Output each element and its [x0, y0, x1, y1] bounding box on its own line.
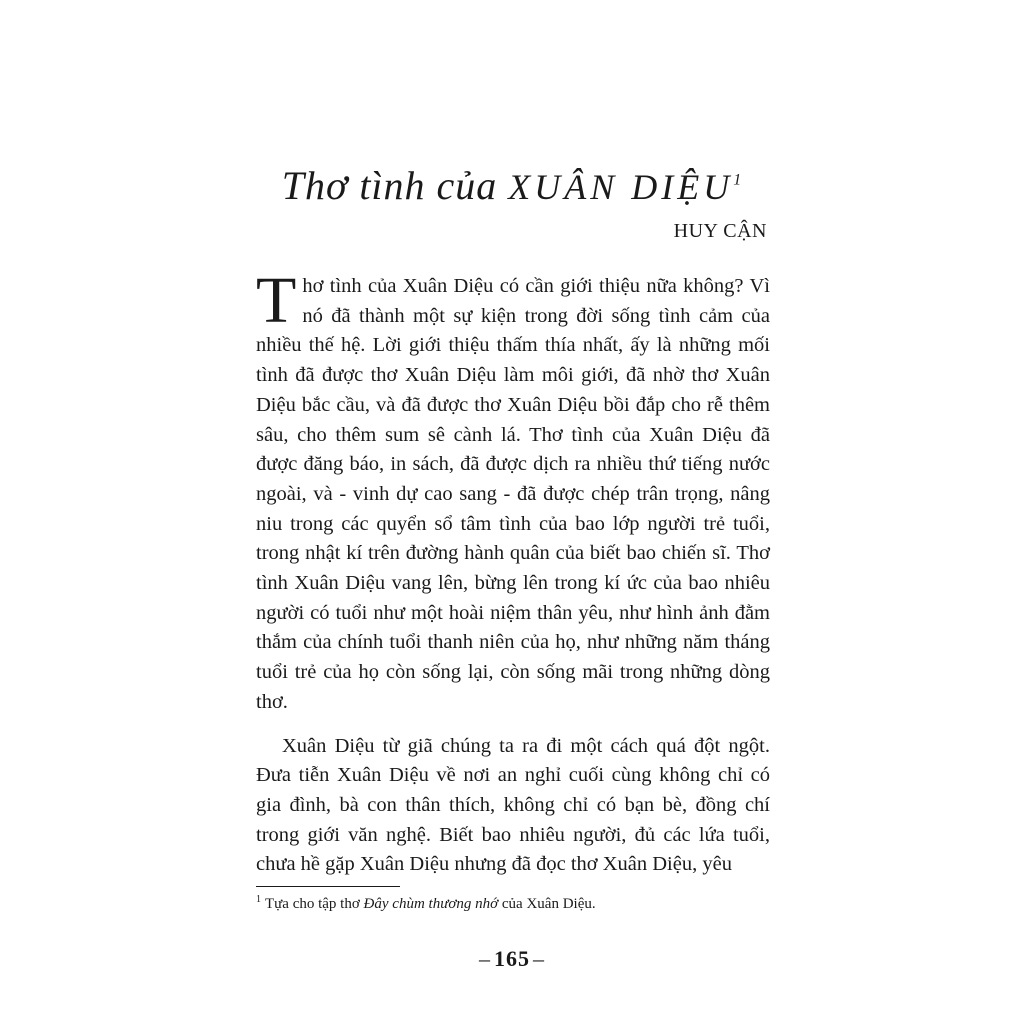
paragraph-1 — [256, 264, 770, 718]
footnote-text-after: của Xuân Diệu. — [501, 896, 596, 912]
footnote-mark: 1 — [256, 894, 261, 905]
footnote-divider — [256, 886, 400, 887]
article-body — [256, 264, 770, 880]
paragraph-2: Xuân Diệu từ giã chúng ta ra đi một cách quá đột ngột. Đưa tiễn Xuân Diệu về nơi an nghỉ cuối cùng không chỉ có gia đình, bà con thân thích, không chỉ có bạn bè, đồng chí trong giới văn nghệ. Biết bao nhiêu người, đủ các lứa tuổi, chưa hề gặp Xuân Diệu nhưng đã đọc thơ Xuân Diệu, yêu — [256, 734, 770, 876]
footnote-book-title: Đây chùm thương nhớ — [363, 896, 499, 912]
footnote-text-before: Tựa cho tập thơ — [265, 896, 360, 912]
page-number-dash-right: – — [533, 946, 545, 971]
author-name: HUY CẬN — [673, 220, 767, 242]
page-number — [0, 946, 1024, 972]
title-footnote-ref: 1 — [733, 171, 743, 189]
title-prefix: Thơ tình của — [281, 163, 498, 208]
drop-cap: T — [256, 264, 297, 337]
page-number-value: 165 — [494, 946, 530, 971]
footnote — [256, 894, 596, 913]
page-title — [0, 162, 1024, 209]
page-number-dash-left: – — [479, 946, 491, 971]
paragraph-1-text: hơ tình của Xuân Diệu có cần giới thiệu nữa không? Vì nó đã thành một sự kiện trong đời sống tình cảm của nhiều thế hệ. Lời giới thiệu thấm thía nhất, ấy là những mối tình đã được thơ Xuân Diệu làm môi giới, đã nhờ thơ Xuân Diệu bắc cầu, và đã được thơ Xuân Diệu bồi đắp cho rễ thêm sâu, cho thêm sum sê cành lá. Thơ tình của Xuân Diệu đã được đăng báo, in sách, đã được dịch ra nhiều thứ tiếng nước ngoài, và - vinh dự cao sang - đã được chép trân trọng, nâng niu trong các quyển sổ tâm tình của bao lớp người trẻ tuổi, trong nhật kí trên đường hành quân của biết bao chiến sĩ. Thơ tình Xuân Diệu vang lên, bừng lên trong kí ức của bao nhiêu người có tuổi như một hoài niệm thân yêu, như hình ảnh đằm thắm của chính tuổi thanh niên của họ, như những năm tháng tuổi trẻ của họ còn sống lại, còn sống mãi trong những dòng thơ. — [256, 275, 770, 713]
title-poet-name: XUÂN DIỆU — [508, 167, 734, 207]
